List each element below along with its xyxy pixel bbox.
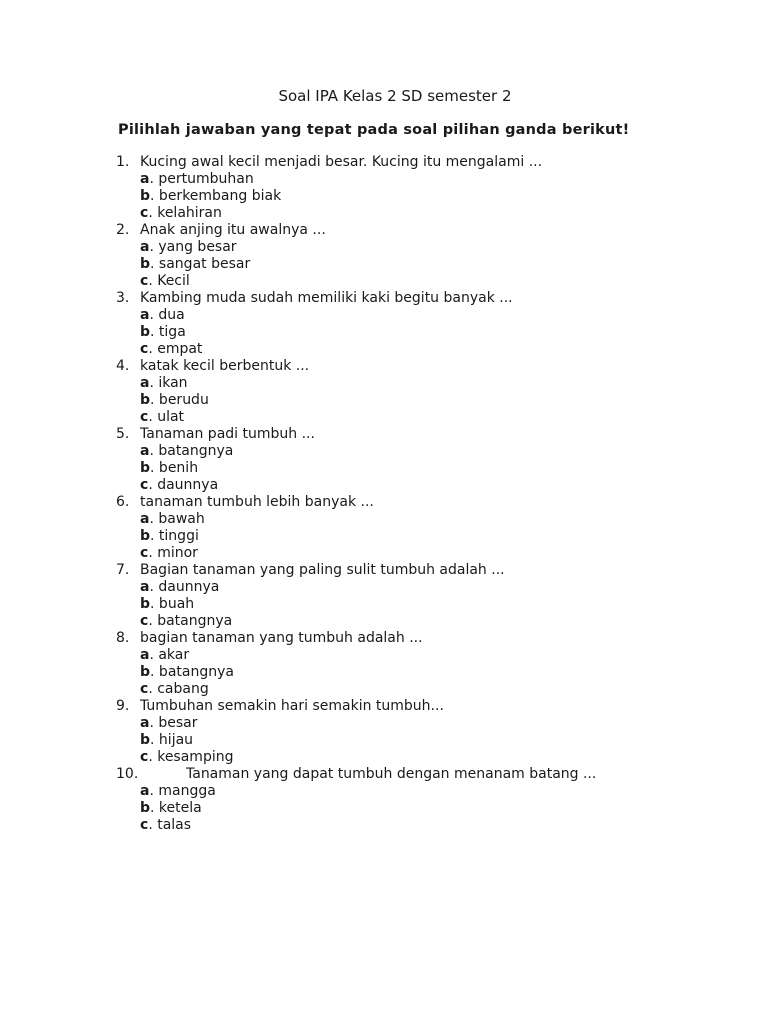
option-letter: c [140, 613, 149, 629]
question-number: 6. [116, 494, 130, 510]
question-number: 7. [116, 562, 130, 578]
option-c [116, 409, 596, 426]
option-letter: b [140, 800, 151, 816]
option-text: . ikan [149, 375, 188, 391]
option-b [116, 392, 596, 409]
question-4 [116, 358, 596, 426]
option-text: . cabang [148, 681, 209, 697]
question-1 [116, 154, 596, 222]
option-text: . besar [149, 715, 198, 731]
option-letter: a [140, 239, 150, 255]
option-text: . ketela [150, 800, 202, 816]
option-letter: a [140, 511, 150, 527]
option-c [116, 545, 596, 562]
option-a [116, 443, 596, 460]
question-7 [116, 562, 596, 630]
question-text: Bagian tanaman yang paling sulit tumbuh adalah ... [140, 562, 505, 578]
option-b [116, 324, 596, 341]
option-text: . yang besar [149, 239, 237, 255]
option-a [116, 579, 596, 596]
option-letter: a [140, 579, 150, 595]
question-line [116, 426, 596, 443]
option-letter: b [140, 324, 151, 340]
question-2 [116, 222, 596, 290]
option-a [116, 375, 596, 392]
option-c [116, 817, 596, 834]
question-text: Tanaman yang dapat tumbuh dengan menanam batang ... [186, 766, 597, 782]
option-letter: b [140, 732, 151, 748]
question-text: Tanaman padi tumbuh ... [140, 426, 315, 442]
option-b [116, 596, 596, 613]
question-line [116, 358, 596, 375]
question-text: Tumbuhan semakin hari semakin tumbuh... [140, 698, 444, 714]
option-letter: c [140, 545, 149, 561]
question-number: 9. [116, 698, 130, 714]
option-letter: a [140, 647, 150, 663]
question-text: bagian tanaman yang tumbuh adalah ... [140, 630, 423, 646]
option-a [116, 239, 596, 256]
question-number: 3. [116, 290, 130, 306]
option-letter: a [140, 443, 150, 459]
option-letter: b [140, 256, 151, 272]
question-line [116, 630, 596, 647]
option-text: . kesamping [148, 749, 234, 765]
option-c [116, 477, 596, 494]
option-text: . Kecil [148, 273, 190, 289]
option-a [116, 307, 596, 324]
question-10 [116, 766, 596, 834]
option-letter: b [140, 528, 151, 544]
option-text: . batangnya [149, 443, 234, 459]
option-text: . bawah [149, 511, 205, 527]
question-line [116, 766, 596, 783]
option-letter: c [140, 477, 149, 493]
option-b [116, 188, 596, 205]
option-text: . hijau [150, 732, 194, 748]
option-text: . berkembang biak [150, 188, 282, 204]
option-letter: c [140, 273, 149, 289]
option-letter: b [140, 460, 151, 476]
question-text: Anak anjing itu awalnya ... [140, 222, 326, 238]
question-8 [116, 630, 596, 698]
option-text: . buah [150, 596, 195, 612]
option-a [116, 171, 596, 188]
option-text: . kelahiran [148, 205, 222, 221]
option-text: . tiga [150, 324, 186, 340]
option-text: . batangnya [148, 613, 233, 629]
option-letter: b [140, 664, 151, 680]
question-text: Kucing awal kecil menjadi besar. Kucing itu mengalami ... [140, 154, 543, 170]
option-text: . mangga [149, 783, 216, 799]
option-letter: b [140, 392, 151, 408]
option-text: . daunnya [149, 579, 220, 595]
question-text: katak kecil berbentuk ... [140, 358, 310, 374]
option-b [116, 528, 596, 545]
option-text: . minor [148, 545, 198, 561]
option-letter: c [140, 749, 149, 765]
option-text: . talas [148, 817, 192, 833]
option-text: . batangnya [150, 664, 234, 680]
option-a [116, 647, 596, 664]
option-text: . berudu [150, 392, 209, 408]
question-number: 4. [116, 358, 130, 374]
question-line [116, 494, 596, 511]
instruction-text: Pilihlah jawaban yang tepat pada soal pilihan ganda berikut! [118, 122, 630, 138]
option-letter: b [140, 188, 151, 204]
option-letter: c [140, 341, 149, 357]
option-c [116, 205, 596, 222]
option-text: . benih [150, 460, 199, 476]
option-letter: c [140, 681, 149, 697]
question-number: 1. [116, 154, 130, 170]
option-b [116, 800, 596, 817]
option-text: . sangat besar [150, 256, 251, 272]
question-line [116, 222, 596, 239]
option-text: . tinggi [150, 528, 199, 544]
question-line [116, 562, 596, 579]
option-text: . pertumbuhan [149, 171, 254, 187]
question-number: 5. [116, 426, 130, 442]
option-text: . daunnya [148, 477, 219, 493]
question-3 [116, 290, 596, 358]
question-line [116, 290, 596, 307]
question-number: 2. [116, 222, 130, 238]
option-c [116, 341, 596, 358]
option-c [116, 681, 596, 698]
option-text: . dua [149, 307, 185, 323]
option-text: . akar [149, 647, 190, 663]
question-line [116, 698, 596, 715]
option-letter: c [140, 817, 149, 833]
option-b [116, 664, 596, 681]
question-5 [116, 426, 596, 494]
option-c [116, 273, 596, 290]
option-c [116, 613, 596, 630]
option-a [116, 783, 596, 800]
question-number: 10. [116, 766, 139, 782]
question-6 [116, 494, 596, 562]
option-a [116, 715, 596, 732]
option-letter: a [140, 375, 150, 391]
option-a [116, 511, 596, 528]
question-number: 8. [116, 630, 130, 646]
option-letter: a [140, 783, 150, 799]
question-line [116, 154, 596, 171]
question-9 [116, 698, 596, 766]
option-text: . ulat [148, 409, 185, 425]
option-b [116, 256, 596, 273]
option-b [116, 460, 596, 477]
option-letter: c [140, 205, 149, 221]
option-text: . empat [148, 341, 203, 357]
option-b [116, 732, 596, 749]
option-letter: a [140, 307, 150, 323]
option-letter: a [140, 171, 150, 187]
page-title: Soal IPA Kelas 2 SD semester 2 [278, 87, 512, 105]
question-text: tanaman tumbuh lebih banyak ... [140, 494, 374, 510]
question-text: Kambing muda sudah memiliki kaki begitu banyak ... [140, 290, 513, 306]
option-c [116, 749, 596, 766]
option-letter: a [140, 715, 150, 731]
option-letter: c [140, 409, 149, 425]
question-list [116, 154, 596, 834]
option-letter: b [140, 596, 151, 612]
